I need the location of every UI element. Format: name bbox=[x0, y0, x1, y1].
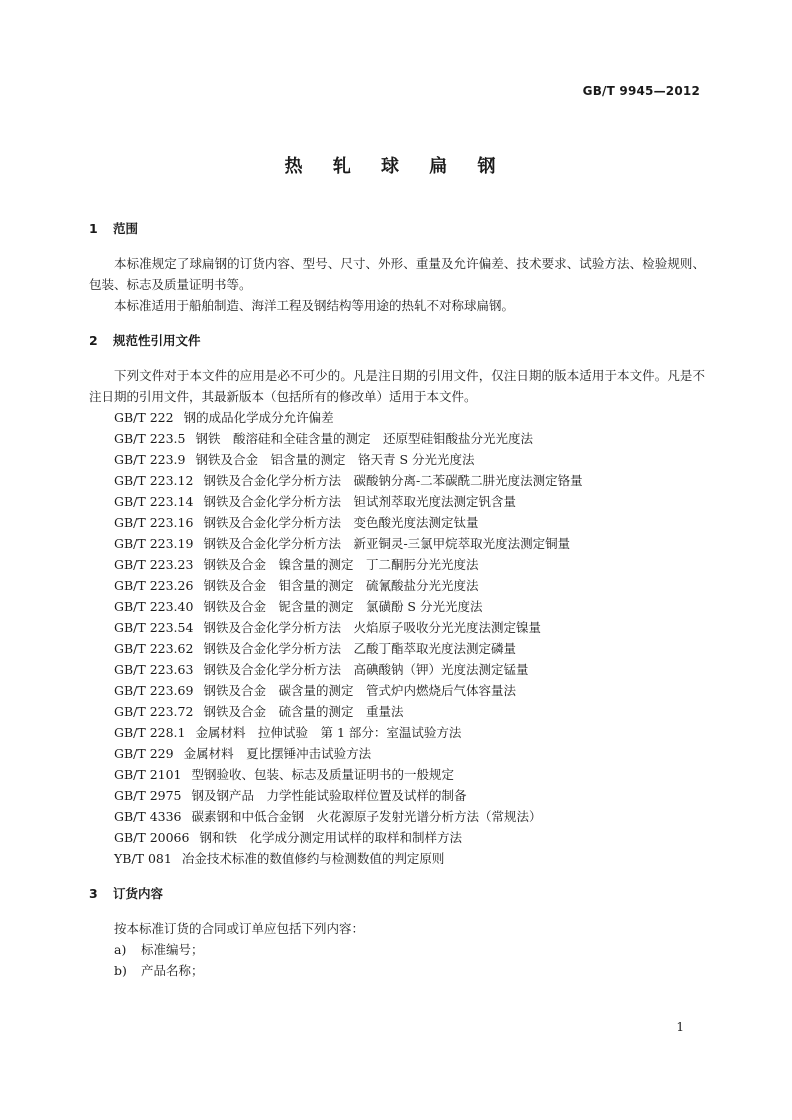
reference-item bbox=[89, 533, 705, 554]
list-item bbox=[89, 939, 705, 960]
paragraph: 本标准规定了球扁钢的订货内容、型号、尺寸、外形、重量及允许偏差、技术要求、试验方法、检验规则、包装、标志及质量证明书等。 bbox=[89, 256, 705, 292]
section-2-heading bbox=[89, 330, 705, 351]
reference-title: 钢铁及合金化学分析方法 变色酸光度法测定钛量 bbox=[203, 515, 479, 530]
reference-item bbox=[89, 722, 705, 743]
section-number: 2 bbox=[89, 333, 98, 348]
reference-code: GB/T 223.69 bbox=[114, 683, 194, 698]
reference-title: 钢铁及合金化学分析方法 火焰原子吸收分光光度法测定镍量 bbox=[203, 620, 541, 635]
list-marker: b) bbox=[114, 963, 127, 978]
reference-item bbox=[89, 575, 705, 596]
section-title: 订货内容 bbox=[113, 886, 164, 901]
reference-code: GB/T 229 bbox=[114, 746, 174, 761]
reference-item bbox=[89, 470, 705, 491]
reference-item bbox=[89, 806, 705, 827]
reference-title: 钢铁及合金 镍含量的测定 丁二酮肟分光光度法 bbox=[203, 557, 479, 572]
reference-item bbox=[89, 554, 705, 575]
reference-title: 钢铁及合金 铌含量的测定 氯磺酚 S 分光光度法 bbox=[203, 599, 483, 614]
reference-code: GB/T 2975 bbox=[114, 788, 182, 803]
list-marker: a) bbox=[114, 942, 127, 957]
reference-item bbox=[89, 764, 705, 785]
page-number: 1 bbox=[676, 1020, 684, 1034]
standard-code: GB/T 9945—2012 bbox=[582, 84, 700, 98]
reference-title: 钢铁及合金化学分析方法 乙酸丁酯萃取光度法测定磷量 bbox=[203, 641, 516, 656]
reference-title: 钢铁及合金化学分析方法 新亚铜灵-三氯甲烷萃取光度法测定铜量 bbox=[203, 536, 571, 551]
reference-title: 钢铁 酸溶硅和全硅含量的测定 还原型硅钼酸盐分光光度法 bbox=[195, 431, 533, 446]
reference-code: GB/T 223.12 bbox=[114, 473, 194, 488]
reference-title: 钢铁及合金 碳含量的测定 管式炉内燃烧后气体容量法 bbox=[203, 683, 516, 698]
reference-code: GB/T 223.9 bbox=[114, 452, 186, 467]
reference-title: 型钢验收、包装、标志及质量证明书的一般规定 bbox=[191, 767, 455, 782]
reference-item bbox=[89, 491, 705, 512]
document-title: 热 轧 球 扁 钢 bbox=[284, 156, 508, 177]
reference-code: GB/T 4336 bbox=[114, 809, 182, 824]
reference-code: GB/T 223.14 bbox=[114, 494, 194, 509]
reference-code: GB/T 20066 bbox=[114, 830, 190, 845]
reference-title: 金属材料 夏比摆锤冲击试验方法 bbox=[183, 746, 372, 761]
reference-code: GB/T 223.16 bbox=[114, 515, 194, 530]
reference-title: 碳素钢和中低合金钢 火花源原子发射光谱分析方法（常规法） bbox=[191, 809, 542, 824]
reference-title: 钢铁及合金 钼含量的测定 硫氰酸盐分光光度法 bbox=[203, 578, 479, 593]
reference-title: 钢铁及合金化学分析方法 高碘酸钠（钾）光度法测定锰量 bbox=[203, 662, 529, 677]
reference-item bbox=[89, 701, 705, 722]
reference-item bbox=[89, 848, 705, 869]
document-body bbox=[89, 218, 705, 981]
reference-code: GB/T 223.26 bbox=[114, 578, 194, 593]
reference-item bbox=[89, 407, 705, 428]
reference-item bbox=[89, 785, 705, 806]
section-1-heading bbox=[89, 218, 705, 239]
reference-title: 钢及钢产品 力学性能试验取样位置及试样的制备 bbox=[191, 788, 467, 803]
reference-title: 钢的成品化学成分允许偏差 bbox=[183, 410, 334, 425]
list-item-text: 标准编号； bbox=[141, 942, 204, 957]
list-item-text: 产品名称； bbox=[141, 963, 204, 978]
reference-code: GB/T 223.5 bbox=[114, 431, 186, 446]
reference-item bbox=[89, 449, 705, 470]
paragraph: 本标准适用于船舶制造、海洋工程及钢结构等用途的热轧不对称球扁钢。 bbox=[114, 298, 515, 313]
reference-title: 钢和铁 化学成分测定用试样的取样和制样方法 bbox=[199, 830, 462, 845]
reference-item bbox=[89, 680, 705, 701]
list-item bbox=[89, 960, 705, 981]
reference-code: YB/T 081 bbox=[114, 851, 172, 866]
reference-title: 钢铁及合金化学分析方法 碳酸钠分离-二苯碳酰二肼光度法测定铬量 bbox=[203, 473, 583, 488]
section-number: 3 bbox=[89, 886, 98, 901]
reference-code: GB/T 223.54 bbox=[114, 620, 194, 635]
reference-title: 钢铁及合金化学分析方法 钽试剂萃取光度法测定钒含量 bbox=[203, 494, 516, 509]
reference-code: GB/T 228.1 bbox=[114, 725, 186, 740]
reference-title: 钢铁及合金 硫含量的测定 重量法 bbox=[203, 704, 404, 719]
reference-item bbox=[89, 512, 705, 533]
reference-item bbox=[89, 428, 705, 449]
reference-title: 金属材料 拉伸试验 第 1 部分：室温试验方法 bbox=[195, 725, 462, 740]
section-3-heading bbox=[89, 883, 705, 904]
section-number: 1 bbox=[89, 221, 98, 236]
reference-code: GB/T 223.19 bbox=[114, 536, 194, 551]
reference-item bbox=[89, 638, 705, 659]
reference-title: 冶金技术标准的数值修约与检测数值的判定原则 bbox=[181, 851, 445, 866]
reference-code: GB/T 223.62 bbox=[114, 641, 194, 656]
section-title: 规范性引用文件 bbox=[113, 333, 201, 348]
reference-code: GB/T 2101 bbox=[114, 767, 182, 782]
order-content-list bbox=[89, 939, 705, 981]
section-title: 范围 bbox=[113, 221, 139, 236]
reference-code: GB/T 223.23 bbox=[114, 557, 194, 572]
paragraph: 按本标准订货的合同或订单应包括下列内容： bbox=[114, 921, 365, 936]
reference-item bbox=[89, 659, 705, 680]
reference-item bbox=[89, 743, 705, 764]
paragraph: 下列文件对于本文件的应用是必不可少的。凡是注日期的引用文件，仅注日期的版本适用于本文件。凡是不注日期的引用文件，其最新版本（包括所有的修改单）适用于本文件。 bbox=[89, 368, 705, 404]
reference-code: GB/T 222 bbox=[114, 410, 174, 425]
reference-code: GB/T 223.40 bbox=[114, 599, 194, 614]
reference-item bbox=[89, 827, 705, 848]
reference-item bbox=[89, 617, 705, 638]
reference-code: GB/T 223.72 bbox=[114, 704, 194, 719]
reference-code: GB/T 223.63 bbox=[114, 662, 194, 677]
reference-list bbox=[89, 407, 705, 869]
reference-title: 钢铁及合金 铝含量的测定 铬天青 S 分光光度法 bbox=[195, 452, 475, 467]
reference-item bbox=[89, 596, 705, 617]
